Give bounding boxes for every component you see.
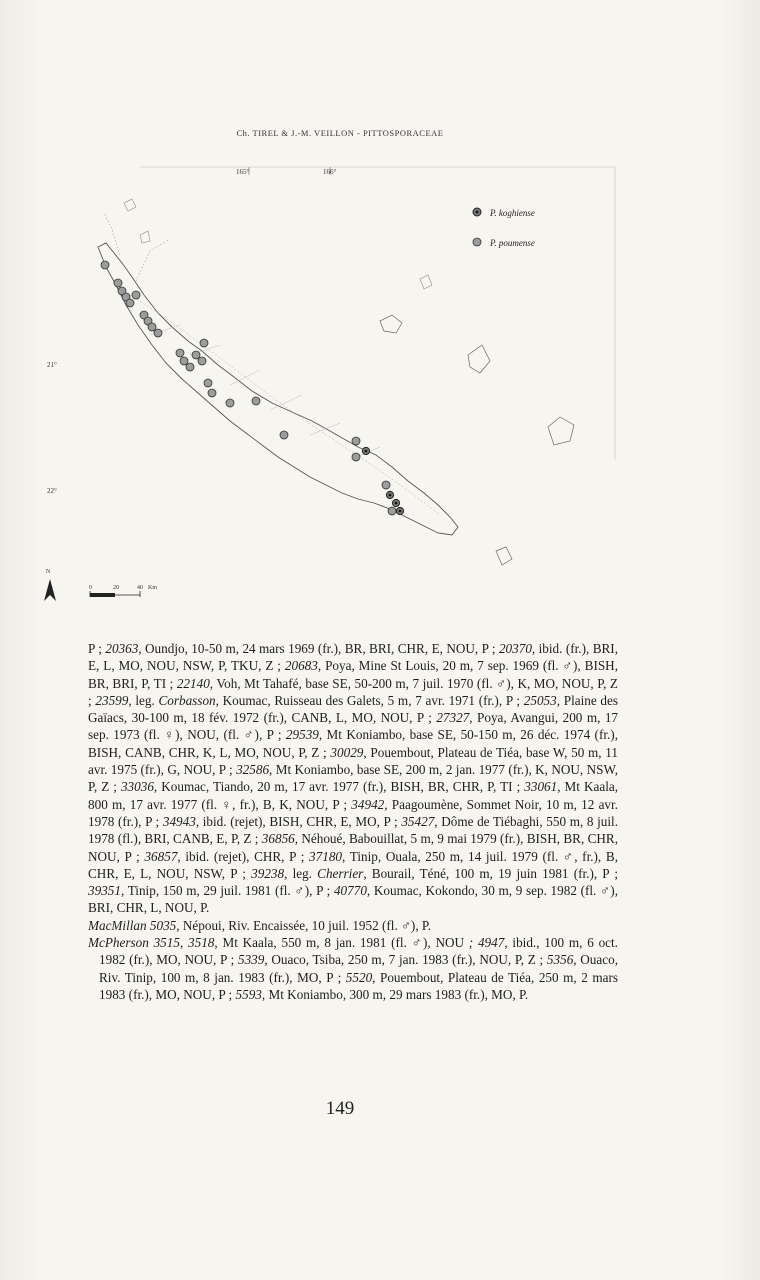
- collector-number: 22140: [176, 675, 210, 691]
- north-arrow-icon: [44, 569, 56, 601]
- collector-number: 25053: [523, 692, 557, 708]
- collector-number: 29539: [285, 727, 319, 743]
- collector-number: ; 4947: [468, 935, 505, 951]
- svg-text:40: 40: [137, 585, 143, 591]
- grande-terre-outline: [98, 243, 458, 535]
- svg-text:N: N: [46, 569, 51, 575]
- collector-number: 34942: [351, 796, 385, 812]
- legend-label-koghiense: P. koghiense: [490, 208, 535, 218]
- collector-number: 32586: [236, 762, 270, 778]
- collector-number: McPherson 3515, 3518: [88, 935, 215, 951]
- collector-number: MacMillan 5035: [88, 917, 177, 933]
- paragraph-mcpherson: McPherson 3515, 3518, Mt Kaala, 550 m, 8 jan. 1981 (fl. ♂), NOU ; 4947, ibid., 100 m, 6 oct. 1982 (fr.), MO, NOU, P ; 5339, Ouaco, Tsiba, 250 m, 7 jan. 1983 (fr.), NOU, P, Z ; 5356, Ouaco, Riv. Tinip, 100 m, 8 jan. 1983 (fr.), MO, P ; 5520, Pouembout, Plateau de Tiéa, 250 m, 2 mars 1983 (fr.), MO, NOU, P ; 5593, Mt Koniambo, 300 m, 29 mars 1983 (fr.), MO, P.: [88, 935, 618, 1002]
- collector-number: 5356: [546, 952, 574, 968]
- latitude-label-22: 22°: [47, 487, 57, 495]
- collector-number: 5520: [345, 969, 373, 985]
- map-legend: [473, 208, 535, 248]
- collector-number: 37180: [309, 848, 343, 864]
- collector-number: 39238: [251, 865, 285, 881]
- collector-number: 39351: [88, 883, 121, 899]
- collector-number: 20683: [284, 658, 318, 674]
- paragraph-macmillan: MacMillan 5035, Népoui, Riv. Encaissée, 10 juil. 1952 (fl. ♂), P.: [88, 917, 432, 933]
- scale-bar: [89, 585, 157, 597]
- longitude-label-165: 165°: [236, 168, 250, 176]
- longitude-label-166: 166°: [323, 168, 337, 176]
- collector-number: 5339: [237, 952, 265, 968]
- collector-number: 27327: [436, 710, 470, 726]
- collector-number: 20363: [105, 641, 139, 656]
- collector-number: 5593: [235, 986, 262, 1002]
- collector-number: 36856: [261, 831, 295, 847]
- paragraph-veillon-collections: P ; 20363, Oundjo, 10-50 m, 24 mars 1969 (fr.), BR, BRI, CHR, E, NOU, P ; 20370, ibid. (fr.), BRI, E, L, MO, NOU, NSW, P, TKU, Z ; 20683, Poya, Mine St Louis, 20 m, 7 sep. 1969 (fl. ♂), BISH, BR, BRI, P, TI ; 22140, Voh, Mt Tahafé, base SE, 50-200 m, 7 juil. 1970 (fl. ♂), K, MO, NOU, P, Z ; 23599, leg. Corbasson, Koumac, Ruisseau des Galets, 5 m, 7 avr. 1971 (fr.), P ; 25053, Plaine des Gaïacs, 30-100 m, 18 fév. 1972 (fr.), CANB, L, MO, NOU, P ; 27327, Poya, Avangui, 200 m, 17 sep. 1973 (fl. ♀), NOU, (fl. ♂), P ; 29539, Mt Koniambo, base SE, 50-150 m, 26 déc. 1974 (fr.), BISH, CANB, CHR, K, L, MO, NOU, P, Z ; 30029, Pouembout, Plateau de Tiéa, base W, 50 m, 11 avr. 1975 (fr.), G, NOU, P ; 32586, Mt Koniambo, base SE, 200 m, 2 jan. 1977 (fr.), K, NOU, NSW, P, Z ; 33036, Koumac, Tiando, 20 m, 17 avr. 1977 (fr.), BISH, BR, CHR, P, TI ; 33061, Mt Kaala, 800 m, 17 avr. 1977 (fl. ♀, fr.), B, K, NOU, P ; 34942, Paagoumène, Sommet Noir, 10 m, 12 avr. 1978 (fr.), P ; 34943, ibid. (rejet), BISH, CHR, E, MO, P ; 35427, Dôme de Tiébaghi, 550 m, 8 juil. 1978 (fl.), BRI, CANB, E, P, Z ; 36856, Néhoué, Babouillat, 5 m, 9 mai 1979 (fr.), BISH, BR, CHR, NOU, P ; 36857, ibid. (rejet), CHR, P ; 37180, Tinip, Ouala, 250 m, 14 juil. 1979 (fl. ♂, fr.), B, CHR, E, L, NOU, NSW, P ; 39238, leg. Cherrier, Bourail, Téné, 100 m, 19 juin 1981 (fr.), P ; 39351, Tinip, 150 m, 29 juil. 1981 (fl. ♂), P ; 40770, Koumac, Kokondo, 30 m, 9 sep. 1982 (fl. ♂), BRI, CHR, L, NOU, P.: [88, 641, 619, 916]
- svg-text:Km: Km: [148, 585, 157, 591]
- svg-text:20: 20: [113, 585, 119, 591]
- svg-text:0: 0: [89, 585, 92, 591]
- collector-number: 20370: [498, 641, 532, 656]
- collector-number: 30029: [330, 744, 364, 760]
- collector-number: Corbasson: [158, 692, 216, 708]
- collector-number: Cherrier: [317, 865, 364, 881]
- latitude-label-21: 21°: [47, 361, 57, 369]
- legend-label-poumense: P. poumense: [490, 238, 535, 248]
- collector-number: 35427: [401, 813, 435, 829]
- running-head: Ch. TIREL & J.-M. VEILLON - PITTOSPORACEAE: [236, 128, 444, 138]
- distribution-map: [40, 155, 620, 635]
- koghiense-points: [362, 447, 403, 514]
- collector-number: 33036: [120, 779, 154, 795]
- page-number: 149: [325, 1098, 355, 1119]
- collector-number: 40770: [333, 883, 367, 899]
- collector-number: 33061: [524, 779, 558, 795]
- collector-number: 34943: [162, 813, 196, 829]
- specimen-list: [88, 640, 618, 1003]
- collector-number: 23599: [95, 692, 129, 708]
- collector-number: 36857: [144, 848, 178, 864]
